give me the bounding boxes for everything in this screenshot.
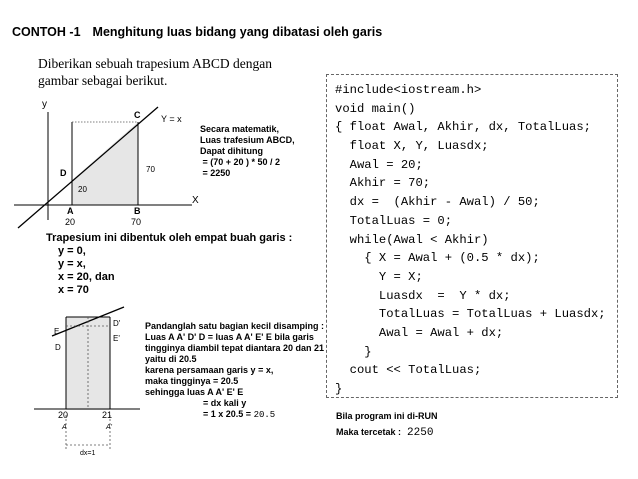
code-line: dx = (Akhir - Awal) / 50;: [335, 195, 540, 210]
run-line: Bila program ini di-RUN: [336, 411, 438, 421]
a-value: 20: [65, 217, 76, 227]
b-value: 70: [131, 217, 142, 227]
d-height-label: 20: [78, 185, 87, 194]
line-item: x = 70: [58, 284, 89, 296]
code-line: Luasdx = Y * dx;: [335, 288, 511, 303]
a-label-2: A: [62, 424, 67, 431]
point-c-label: C: [134, 110, 141, 120]
c-height-label: 70: [146, 165, 155, 174]
code-line: Akhir = 70;: [335, 176, 431, 191]
desc-line: karena persamaan garis y = x,: [145, 365, 274, 375]
desc-calc: = dx kali y: [203, 398, 247, 408]
desc-line: Pandanglah satu bagian kecil disamping :: [145, 321, 325, 331]
code-line: { float Awal, Akhir, dx, TotalLuas;: [335, 120, 591, 135]
desc-line: maka tingginya = 20.5: [145, 376, 239, 386]
code-line: float X, Y, Luasdx;: [335, 139, 489, 154]
point-d-label-2: D: [55, 343, 61, 352]
desc-line: Luas A A' D' D = luas A A' E' E bila garis: [145, 332, 314, 342]
point-d-label: D: [60, 168, 67, 178]
a-prime-label: A': [106, 424, 113, 431]
math-note: [200, 124, 295, 179]
strip-description: [145, 321, 324, 421]
desc-line: tingginya diambil tepat diantara 20 dan 21: [145, 343, 325, 353]
trapezoid-heading: Trapesium ini dibentuk oleh empat buah garis :: [46, 232, 293, 244]
y-axis-label: y: [42, 99, 47, 110]
point-e-label: E: [54, 327, 60, 336]
line-item: y = 0,: [58, 245, 86, 257]
math-line: = 2250: [200, 168, 231, 178]
point-a-label: A: [67, 206, 74, 216]
code-line: }: [335, 382, 343, 396]
code-line: cout << TotalLuas;: [335, 363, 482, 378]
point-e-prime-label: E': [113, 334, 120, 343]
code-line: Awal = 20;: [335, 157, 423, 172]
line-item: y = x,: [58, 258, 86, 270]
x-axis-label: X: [192, 195, 199, 206]
math-line: = (70 + 20 ) * 50 / 2: [200, 157, 281, 167]
code-line: TotalLuas = 0;: [335, 213, 453, 228]
run-line: Maka tercetak : 2250: [336, 427, 434, 439]
code-block: [326, 74, 618, 398]
page-title: CONTOH -1 Menghitung luas bidang yang dibatasi oleh garis: [12, 25, 383, 39]
line-list: [58, 245, 115, 297]
code-line: TotalLuas = TotalLuas + Luasdx;: [335, 307, 606, 322]
desc-calc: = 1 x 20.5 = 20.5: [203, 409, 276, 420]
code-line: { X = Awal + (0.5 * dx);: [335, 251, 540, 266]
point-d-prime-label: D': [113, 319, 121, 328]
code-line: #include<iostream.h>: [335, 83, 482, 97]
line-label: Y = x: [161, 114, 182, 124]
line-item: x = 20, dan: [58, 271, 115, 283]
code-line: Awal = Awal + dx;: [335, 325, 504, 340]
point-b-label: B: [134, 206, 141, 216]
code-line: while(Awal < Akhir): [335, 232, 489, 247]
run-output: [336, 408, 438, 441]
desc-line: yaitu di 20.5: [145, 354, 197, 364]
code-line: void main(): [335, 101, 416, 116]
desc-line: sehingga luas A A' E' E: [145, 387, 244, 397]
intro-line: gambar sebagai berikut.: [38, 73, 168, 88]
run-value: 2250: [407, 427, 434, 439]
intro-line: Diberikan sebuah trapesium ABCD dengan: [38, 56, 272, 71]
dx-label: dx=1: [80, 450, 96, 457]
code-line: Y = X;: [335, 269, 423, 284]
code-line: }: [335, 344, 372, 359]
x20-label: 20: [58, 410, 69, 420]
math-line: Dapat dihitung: [200, 146, 263, 156]
math-line: Luas trafesium ABCD,: [200, 135, 295, 145]
x21-label: 21: [102, 410, 113, 420]
math-line: Secara matematik,: [200, 124, 280, 134]
